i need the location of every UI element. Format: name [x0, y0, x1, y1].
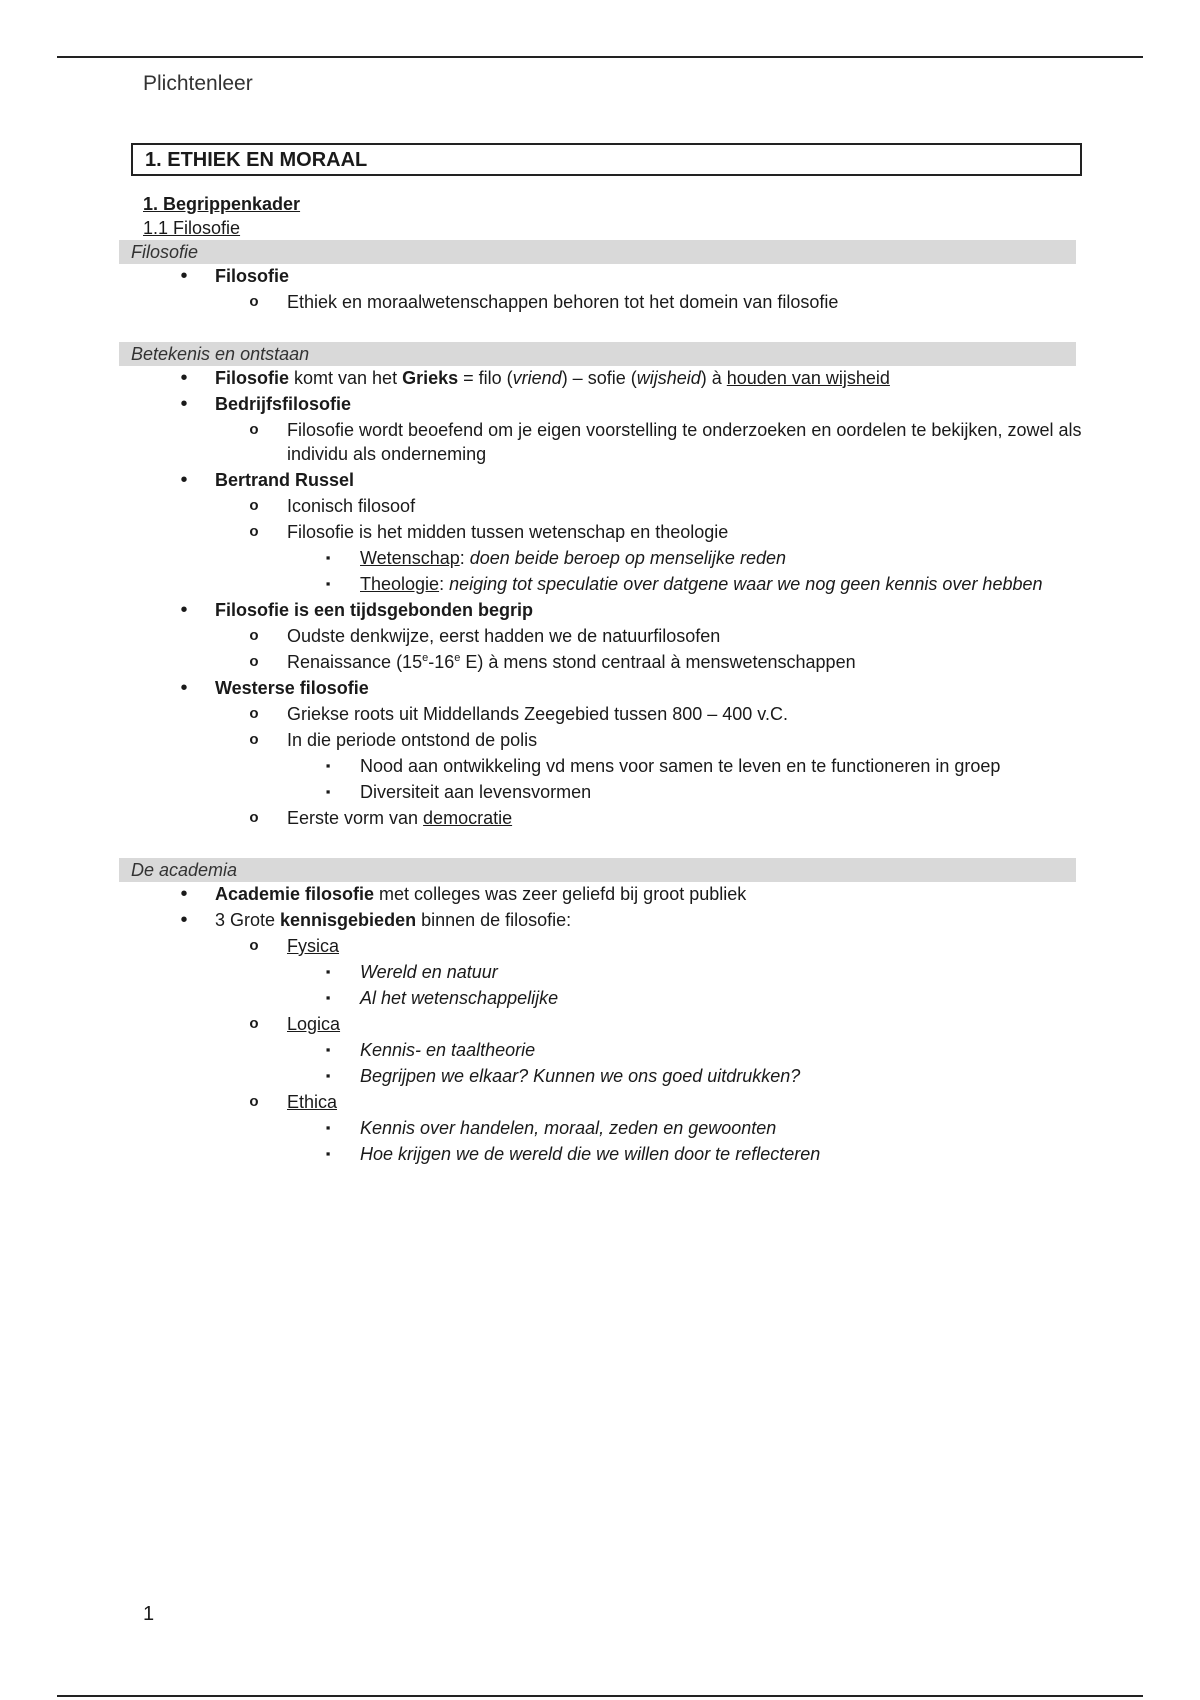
text-run: 3 Grote — [215, 910, 281, 930]
bullet-icon: • — [180, 393, 188, 415]
text-run: komt van het — [289, 368, 403, 388]
square-bullet-icon: ▪ — [325, 784, 331, 799]
list-item-text: Al het wetenschappelijke — [360, 988, 559, 1008]
list-item-text: Iconisch filosoof — [287, 496, 416, 516]
shaded-heading-academia: De academia — [119, 858, 1076, 882]
list-item — [131, 494, 1091, 518]
bullet-icon: • — [180, 469, 188, 491]
list-item — [131, 1012, 1091, 1036]
page-header-title: Plichtenleer — [143, 72, 253, 95]
list-item — [131, 366, 1091, 390]
list-item — [131, 1090, 1091, 1114]
square-bullet-icon: ▪ — [325, 990, 331, 1005]
list-item — [131, 702, 1091, 726]
list-item — [131, 572, 1091, 596]
list-item — [131, 754, 1091, 778]
square-bullet-icon: ▪ — [325, 1068, 331, 1083]
text-run: vriend — [512, 368, 562, 388]
list-item — [131, 986, 1091, 1010]
circle-bullet-icon: o — [249, 1015, 259, 1032]
list-item-text: Bedrijfsfilosofie — [215, 394, 352, 414]
list-item — [131, 546, 1091, 570]
circle-bullet-icon: o — [249, 421, 259, 438]
circle-bullet-icon: o — [249, 627, 259, 644]
text-run: neiging tot speculatie over datgene waar we nog geen kennis over hebben — [449, 574, 1043, 594]
list-item-text: Griekse roots uit Middellands Zeegebied tussen 800 – 400 v.C. — [287, 704, 788, 724]
list-item — [131, 676, 1091, 700]
text-run: binnen de filosofie: — [416, 910, 572, 930]
list-item — [131, 882, 1091, 906]
bottom-rule — [57, 1695, 1143, 1697]
text-run: democratie — [423, 808, 513, 828]
chapter-title: 1. ETHIEK EN MORAAL — [131, 143, 1082, 176]
list-item — [131, 806, 1091, 830]
list-item-text: Nood aan ontwikkeling vd mens voor samen te leven en te functioneren in groep — [360, 756, 1001, 776]
list-item-text: Filosofie wordt beoefend om je eigen voorstelling te onderzoeken en oordelen te bekijken, zowel als individu als onderneming — [287, 420, 1082, 464]
list-item-text: Diversiteit aan levensvormen — [360, 782, 592, 802]
circle-bullet-icon: o — [249, 937, 259, 954]
text-run: Eerste vorm van — [287, 808, 424, 828]
circle-bullet-icon: o — [249, 523, 259, 540]
list-item-text: Bertrand Russel — [215, 470, 355, 490]
shaded-heading-filosofie: Filosofie — [119, 240, 1076, 264]
list-item — [131, 1064, 1091, 1088]
text-run: Renaissance (15 — [287, 652, 423, 672]
list-item-text: Ethica — [287, 1092, 338, 1112]
list-item — [131, 264, 1091, 288]
text-run: Theologie — [360, 574, 440, 594]
bullet-icon: • — [180, 599, 188, 621]
square-bullet-icon: ▪ — [325, 964, 331, 979]
text-run: wijsheid — [636, 368, 701, 388]
list-item — [131, 392, 1091, 416]
list-item — [131, 520, 1091, 544]
list-item — [131, 290, 1091, 314]
square-bullet-icon: ▪ — [325, 576, 331, 591]
list-item-text: Westerse filosofie — [215, 678, 369, 698]
text-run: -16 — [428, 652, 455, 672]
list-item — [131, 908, 1091, 932]
shaded-heading-betekenis: Betekenis en ontstaan — [119, 342, 1076, 366]
text-run: Filosofie — [215, 368, 290, 388]
text-run: Academie filosofie — [215, 884, 375, 904]
text-run: E) à mens stond centraal à menswetenschappen — [460, 652, 856, 672]
list-item-text: Fysica — [287, 936, 340, 956]
text-run: doen beide beroep op menselijke reden — [469, 548, 786, 568]
circle-bullet-icon: o — [249, 497, 259, 514]
list-item — [131, 960, 1091, 984]
list-item — [131, 728, 1091, 752]
list-item-text: Filosofie — [215, 266, 290, 286]
text-run: e — [454, 652, 461, 664]
text-run: Wetenschap — [360, 548, 460, 568]
page-number: 1 — [143, 1603, 155, 1625]
top-rule — [57, 56, 1143, 58]
list-item — [131, 1142, 1091, 1166]
text-run: e — [422, 652, 429, 664]
circle-bullet-icon: o — [249, 293, 259, 310]
circle-bullet-icon: o — [249, 705, 259, 722]
list-item — [131, 1038, 1091, 1062]
list-item — [131, 418, 1091, 466]
text-run: = filo ( — [458, 368, 513, 388]
list-item-text: In die periode ontstond de polis — [287, 730, 538, 750]
document-body — [131, 192, 1091, 1168]
bullet-icon: • — [180, 367, 188, 389]
list-item — [131, 624, 1091, 648]
bullet-icon: • — [180, 265, 188, 287]
text-run: met colleges was zeer geliefd bij groot publiek — [374, 884, 747, 904]
list-item — [131, 468, 1091, 492]
list-item — [131, 1116, 1091, 1140]
section-title: 1. Begrippenkader — [143, 194, 301, 214]
list-item — [131, 650, 1091, 674]
list-item-text: Oudste denkwijze, eerst hadden we de natuurfilosofen — [287, 626, 721, 646]
square-bullet-icon: ▪ — [325, 1146, 331, 1161]
square-bullet-icon: ▪ — [325, 1042, 331, 1057]
text-run: houden van wijsheid — [726, 368, 890, 388]
square-bullet-icon: ▪ — [325, 550, 331, 565]
list-item-text: Logica — [287, 1014, 341, 1034]
bullet-icon: • — [180, 883, 188, 905]
list-item — [131, 598, 1091, 622]
text-run: ) à — [700, 368, 727, 388]
list-item-text: Filosofie is een tijdsgebonden begrip — [215, 600, 534, 620]
bullet-icon: • — [180, 909, 188, 931]
list-item-text: Kennis over handelen, moraal, zeden en gewoonten — [360, 1118, 777, 1138]
list-item-text: Begrijpen we elkaar? Kunnen we ons goed uitdrukken? — [360, 1066, 801, 1086]
list-item — [131, 934, 1091, 958]
list-item — [131, 780, 1091, 804]
text-run: : — [439, 574, 450, 594]
list-item-text: Kennis- en taaltheorie — [360, 1040, 536, 1060]
text-run: : — [459, 548, 470, 568]
text-run: ) – sofie ( — [561, 368, 637, 388]
list-item-text: Hoe krijgen we de wereld die we willen door te reflecteren — [360, 1144, 821, 1164]
text-run: kennisgebieden — [280, 910, 417, 930]
list-item-text: Wereld en natuur — [360, 962, 498, 982]
circle-bullet-icon: o — [249, 653, 259, 670]
square-bullet-icon: ▪ — [325, 758, 331, 773]
bullet-icon: • — [180, 677, 188, 699]
subsection-title: 1.1 Filosofie — [143, 218, 241, 238]
circle-bullet-icon: o — [249, 809, 259, 826]
text-run: Grieks — [402, 368, 459, 388]
list-item-text: Filosofie is het midden tussen wetenschap en theologie — [287, 522, 729, 542]
circle-bullet-icon: o — [249, 1093, 259, 1110]
square-bullet-icon: ▪ — [325, 1120, 331, 1135]
list-item-text: Ethiek en moraalwetenschappen behoren tot het domein van filosofie — [287, 292, 839, 312]
circle-bullet-icon: o — [249, 731, 259, 748]
